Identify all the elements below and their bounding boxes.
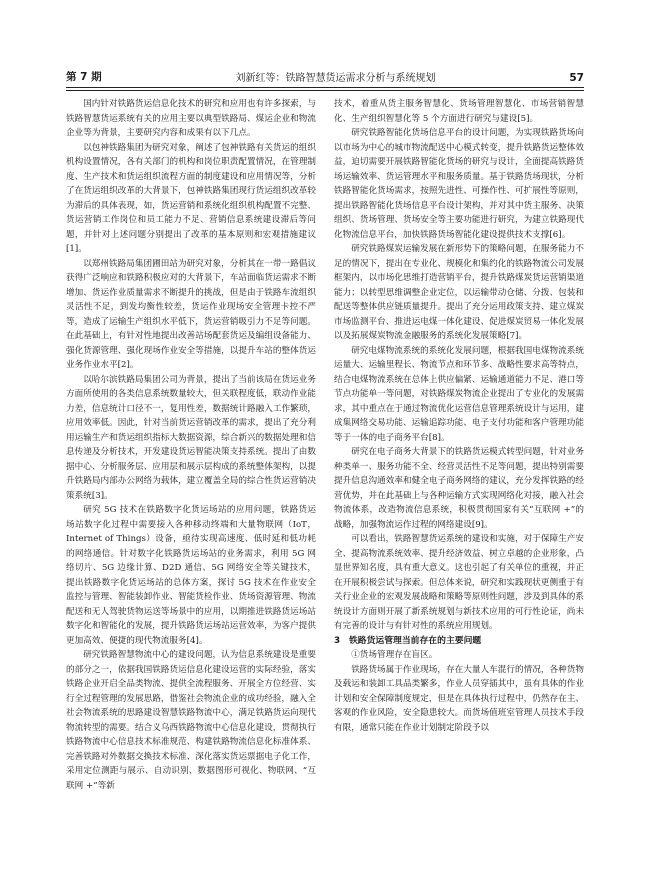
paragraph: 国内针对铁路货运信息化技术的研究和应用也有许多探索，与铁路智慧货运系统有关的应用主要以典型铁路局、煤运企业和物流企业等为背景，主要研究内容和成果有以下几点。 [66,99,316,138]
header-rule-thin [66,90,584,91]
subsection-heading: ①货场管理存在盲区。 [351,650,438,660]
paragraph: 以郑州铁路局集团圃田站为研究对象，分析其在一带一路倡议获得广泛响应和铁路积极应对的大背景下，车站面临货运需求不断增加、货运作业质量需求不断提升的挑战，但是由于铁路车流组织灵活性不足，到发均衡性较差，货运作业现场安全管理卡控不严等，造成了运输生产组织水平低下，货运营销吸引力不足等问题。在此基础上，有针对性地提出改善站场配套货运及编组设备能力、强化货源管理、强化现场作业安全等措施，以提升车站的整体货运业务作业水平[2]。 [66,258,316,370]
running-title: 刘新红等：铁路智慧货运需求分析与系统规划 [235,73,436,84]
section-heading: 3 铁路货运管理当前存在的主要问题 [334,635,482,646]
paragraph: 研究电煤物流系统的系统化发展问题，根据我国电煤物流系统运量大、运输里程长、物流节点和环节多、战略性要求高等特点，结合电煤物流系统在总体上供应偏紧、运输通道能力不足、港口等节点功能单一等问题，对铁路煤炭物流企业提出了专业化的发展需求，其中重点在于通过物流优化运营信息管理系统设计与运用，建成集网络交易功能、运输追踪功能、电子支付功能和客户管理功能等于一体的电子商务平台[8]。 [334,345,584,443]
paragraph: 研究铁路智慧物流中心的建设问题，认为信息系统建设是重要的部分之一，依据我国铁路货运信息化建设运营的实际经验，落实铁路企业开启全品类物流、提供全流程服务、开展全方位经营、实行全过程管理的发展思路，借鉴社会物流企业的成功经验，融入全社会物流系统的思路建设智慧铁路物流中心，满足铁路货运向现代物流转型的需要。结合义乌西铁路物流中心信息化建设，贯彻执行铁路物流中心信息技术标准规范、构建铁路物流信息化标准体系、完善铁路对外数据交换技术标准、深化落实货运票据电子化工作，采用定位测距与展示、自动识别、数据图形可视化、物联网、“互联网 +”等新 [66,650,316,791]
paragraph: 以包神铁路集团为研究对象，阐述了包神铁路有关货运的组织机构设置情况，各有关部门的机构和岗位职责配置情况，在管理制度、生产技术和货运组织流程方面的制度建设和应用情况等，分析了在货运组织改革的大背景下，包神铁路集团现行货运组织改革较为滞后的具体表现，如，货运营销和系统化组织机构配置不完整、货运营销工作岗位和员工能力不足、营销信息系统建设滞后等问题，并针对上述问题分别提出了改革的基本原则和宏观措施建议[1]。 [66,142,316,254]
paragraph: 研究铁路智能化货场信息平台的设计问题，为实现铁路货场向以市场为中心的城市物流配送中心模式转变，提升铁路货运整体效益，迫切需要开展铁路智能化货场的研究与设计，全面提高铁路货场运输效率、货运管理水平和服务质量。基于铁路货场现状，分析铁路智能化货场需求，按照先进性、可操作性、可扩展性等原则，提出铁路智能化货场信息平台设计架构，并对其中货主服务、决策组织、货场管理、货场安全等主要功能进行研究，为建立铁路现代化物流信息平台，加快铁路货场智能化建设提供技术支撑[6]。 [334,128,584,240]
running-header [66,66,584,87]
paragraph: 研究 5G 技术在铁路数字化货运场站的应用问题，铁路货运场站数字化过程中需要接入各种移动终端和大量物联网（IoT，Internet of Things）设备，亟待实现高速度、低时延和低功耗的网络通信。针对数字化铁路货运场站的业务需求，利用 5G 网络切片、5G 边缘计算、D2D 通信、5G 网络安全等关键技术，提出铁路数字化货运场站的总体方案，探讨 5G 技术在作业安全监控与管理、智能装卸作业、智能货检作业、货场资源管理、物流配送和无人驾驶货物运送等场景中的应用，以期推进铁路货运场站数字化和智能化的发展，提升铁路货运场站运营效率，为客户提供更加高效、便捷的现代物流服务[4]。 [66,505,316,646]
paragraph: 研究铁路煤炭运输发展在新形势下的策略问题，在服务能力不足的情况下，提出在专业化、规模化和集约化的铁路物流公司发展框架内，以市场化思维打造营销平台，提升铁路煤炭货运营销渠道能力；以转型思维调整企业定位，以运输带动仓储、分拨、包装和配送等整体供应链质量提升。提出了充分运用政策支持、建立煤炭市场监测平台、推进运电煤一体化建设、促进煤炭贸易一体化发展以及拓展煤炭物流金融服务的系统化发展策略[7]。 [334,244,584,341]
paragraph: 以哈尔滨铁路局集团公司为背景，提出了当前该局在货运业务方面所使用的各类信息系统数量较大，但关联程度低，联动作业能力差，信息统计口径不一，复用性差，数据统计路融入工作繁琐，应用效率低。因此，针对当前货运营销改革的需求，提出了充分利用运输生产和货运组织指标大数据资源，综合新兴的数据处理和信息传递及分析技术，开发建设货运智能决策支持系统。提出了由数据中心、分析服务层、应用层和展示层构成的系统整体架构，以提升铁路局内部办公网络为载体，建立覆盖全局的综合性货运营销决策系统[3]。 [66,374,316,501]
paragraph: 铁路货场属于作业现场，存在大量人车混行的情况，各种货物及载运和装卸工具品类繁多，作业人员穿插其中，虽有具体的作业计划和安全保障制度规定，但是在具体执行过程中，仍然存在主、客观的作业风险，安全隐患较大。而货场值班室管理人员技术手段有限，通常只能在作业计划制定阶段予以 [334,664,584,733]
left-column [66,97,316,793]
paragraph: 研究在电子商务大背景下的铁路货运模式转型问题，针对业务种类单一、服务功能不全、经营灵活性不足等问题，提出特别需要提升信息沟通效率和健全电子商务网络的建议，充分发挥铁路的经营优势，并在此基础上与各种运输方式实现网络化对接，融入社会物流体系，改造物流信息系统，积极贯彻国家有关“互联网 +”的战略，加强物流运作过程的网络建设[9]。 [334,447,584,530]
issue-label: 第 7 期 [66,71,102,83]
header-rule-thick [66,87,584,88]
right-column [334,97,584,735]
page-number: 57 [569,72,584,84]
paragraph-continued: 技术，着重从货主服务智慧化、货场管理智慧化、市场营销智慧化、生产组织智慧化等 5 个方面进行研究与建设[5]。 [334,99,584,124]
paragraph: 可以看出，铁路智慧货运系统的建设和实施，对于保障生产安全、提高物流系统效率、提升经济效益、树立卓越的企业形象，凸显世界知名度，具有重大意义。这也引起了有关单位的重视，并正在开展积极尝试与探索。但总体来说，研究和实践现状更侧重于有关行业企业的宏观发展战略和策略等原则性问题，涉及到具体的系统设计方面则开展了新系统规划与新技术应用的可行性论证，尚未有完善的设计与有针对性的系统应用规划。 [334,534,584,631]
